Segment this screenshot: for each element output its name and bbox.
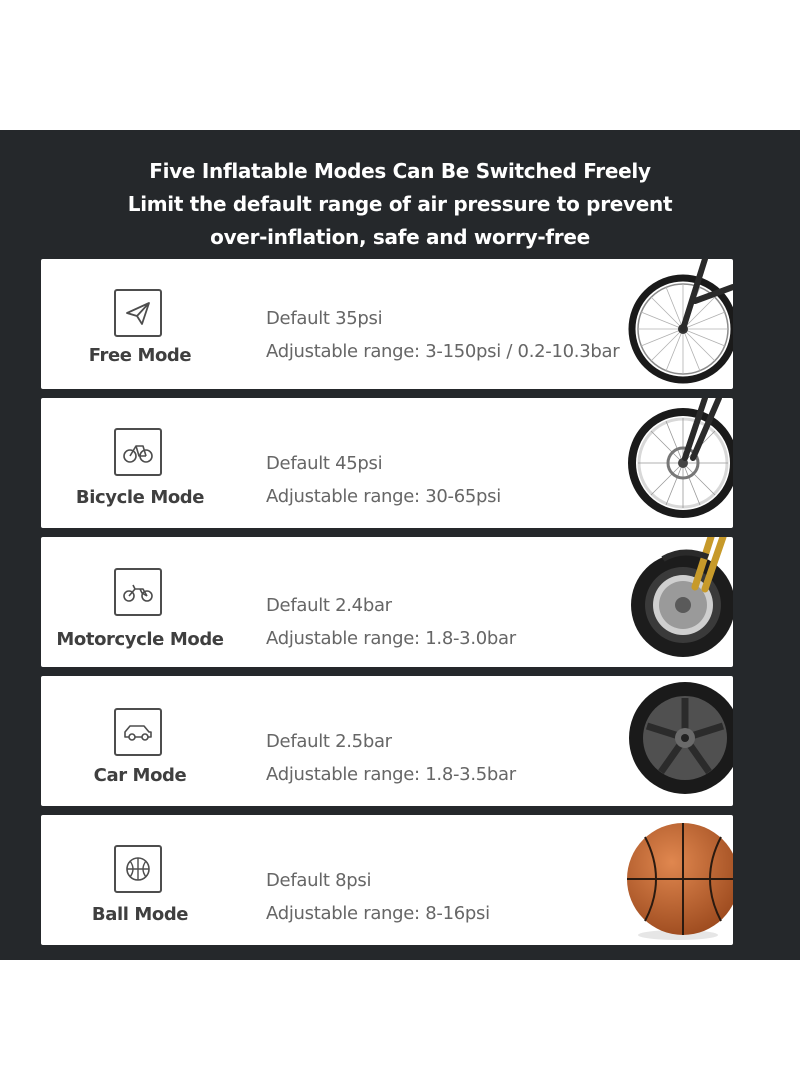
heading: [0, 155, 800, 254]
mode-card-motorcycle: [41, 537, 733, 667]
motorcycle-icon: [114, 568, 162, 616]
mode-name: Bicycle Mode: [75, 487, 205, 508]
default-pressure: Default 35psi: [266, 308, 383, 329]
paper-plane-icon: [114, 289, 162, 337]
basketball-icon: [114, 845, 162, 893]
bicycle-icon: [114, 428, 162, 476]
bicycle-wheel-photo: [623, 259, 733, 389]
heading-line-3: over-inflation, safe and worry-free: [210, 225, 590, 249]
bicycle-wheel-with-disc-photo: [623, 398, 733, 528]
mode-name: Car Mode: [93, 765, 187, 786]
mode-card-car: [41, 676, 733, 806]
car-icon: [114, 708, 162, 756]
mode-name: Free Mode: [88, 345, 192, 366]
default-pressure: Default 2.4bar: [266, 595, 392, 616]
adjustable-range: Adjustable range: 1.8-3.5bar: [266, 764, 516, 785]
adjustable-range: Adjustable range: 30-65psi: [266, 486, 501, 507]
motorcycle-wheel-photo: [623, 537, 733, 667]
mode-card-ball: [41, 815, 733, 945]
adjustable-range: Adjustable range: 3-150psi / 0.2-10.3bar: [266, 341, 620, 362]
mode-name: Motorcycle Mode: [56, 629, 224, 650]
mode-card-free: [41, 259, 733, 389]
mode-card-bicycle: [41, 398, 733, 528]
heading-line-1: Five Inflatable Modes Can Be Switched Freely: [149, 159, 651, 183]
default-pressure: Default 45psi: [266, 453, 383, 474]
heading-line-2: Limit the default range of air pressure to prevent: [127, 192, 673, 216]
default-pressure: Default 8psi: [266, 870, 372, 891]
basketball-photo: [623, 815, 733, 945]
adjustable-range: Adjustable range: 8-16psi: [266, 903, 490, 924]
default-pressure: Default 2.5bar: [266, 731, 392, 752]
adjustable-range: Adjustable range: 1.8-3.0bar: [266, 628, 516, 649]
car-wheel-photo: [623, 676, 733, 806]
mode-name: Ball Mode: [91, 904, 189, 925]
